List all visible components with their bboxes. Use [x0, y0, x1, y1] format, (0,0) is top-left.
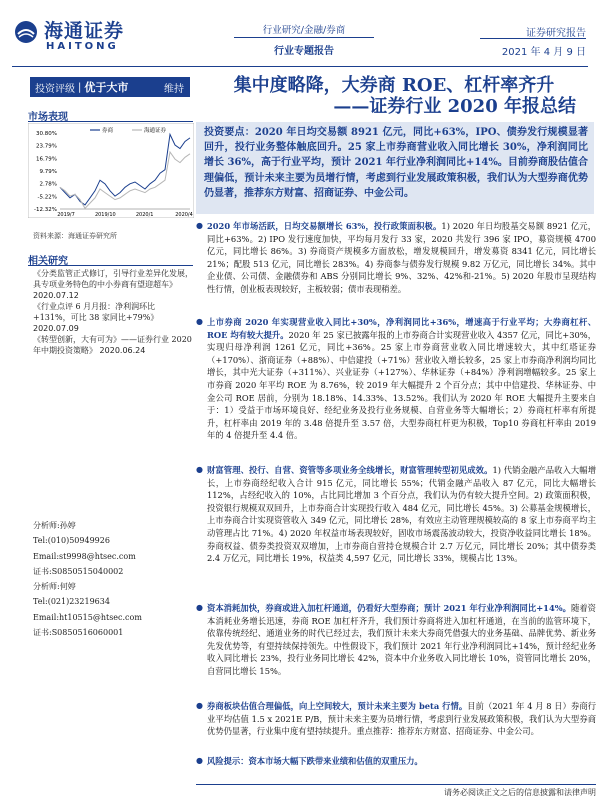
rating-status: 维持: [164, 83, 184, 95]
header-rule: [12, 66, 588, 67]
analyst-tel: Tel:(010)50949926: [33, 536, 110, 546]
related-research-heading: 相关研究: [28, 256, 68, 267]
rating-label: 投资评级: [35, 83, 75, 95]
bullet-icon: ●: [196, 756, 203, 765]
analyst-name: 分析师:孙婷: [33, 521, 76, 530]
y-tick-label: 2.78%: [39, 181, 57, 188]
haitong-logo-icon: [14, 20, 38, 44]
related-item[interactable]: [33, 268, 193, 301]
y-tick-label: -5.22%: [37, 194, 57, 201]
paragraph-text: 1) 代销金融产品收入大幅增长，上市券商经纪收入合计 915 亿元，同比增长 55%；代销金融产品收入 87 亿元，同比大幅增长 112%，占经纪收入的 10%，占比同比增加 3 个百分点，我们认为仍有较大提升空间。2) 政策面积极，投资银行规模双双回升，上市券商合计实现投行收入 484 亿元，同比增长 45%。3) 公募基金规模增长，上市券商合计实现资管收入 349 亿元，同比增长 28%，有效应主动管理规模较高的 8 家上市券商平均主动管理占比 71%。4) 2020 年权益市场表现较好，固收市场震荡波动较大，投资净收益同比增长 18%。券商权益、债券类投资双双增加，上市券商自营持仓规模合计 2.7 万亿元，同比增长 20%；其中债券类 2.4 万亿元，同比增长 19%，权益类 4,597 亿元，同比增长 33%，规模占比 13%。: [207, 465, 596, 564]
x-tick-label: 2019/7: [57, 212, 75, 218]
related-item[interactable]: [33, 301, 193, 334]
bullet-icon: ●: [196, 317, 203, 326]
investment-rating-box: [30, 77, 190, 97]
footer-rule: [196, 784, 596, 785]
header-divider: [480, 38, 586, 39]
report-subtitle: ——证券行业 2020 年报总结: [333, 96, 576, 117]
report-title: 集中度略降，大券商 ROE、杠杆率齐升: [233, 75, 555, 96]
paragraph-lead: 上市券商 2020 年实现营业收入同比+30%，净利润同比+36%，增速高于行业平均；大券商杠杆、ROE 均有较大提升。: [207, 317, 596, 340]
legend-label: 券商: [102, 128, 114, 134]
body-paragraph: [196, 316, 596, 442]
risk-warning: [196, 755, 596, 768]
related-item-date: 2020.06.24: [99, 346, 146, 355]
analyst-info: [33, 518, 193, 640]
related-item-date: 2020.07.09: [33, 324, 79, 333]
paragraph-text: 目前（2021 年 4 月 8 日）券商行业平均估值 1.5 x 2021E P/B，预计未来主要为员增行情，考虑到行业发展政策积极，我们认为大型券商优势仍显著，行业集中度有望持续提升。重点推荐：推荐东方财富、招商证券、中金公司。: [207, 701, 596, 737]
paragraph-lead: 资本消耗加快，券商或进入加杠杆通道，仍看好大型券商；预计 2021 年行业净利润同比+14%。: [207, 603, 571, 613]
x-tick-label: 2020/1: [135, 212, 154, 218]
report-header: [0, 0, 600, 70]
report-subtype: 行业专题报告: [274, 46, 334, 57]
sidebar-rule: [28, 265, 193, 266]
body-paragraph: [196, 700, 596, 738]
market-performance-heading: 市场表现: [28, 112, 68, 123]
header-divider: [234, 37, 374, 38]
body-paragraph: [196, 602, 596, 678]
bullet-icon: ●: [196, 465, 203, 474]
haitong-logo: [14, 14, 164, 56]
bullet-icon: ●: [196, 221, 203, 230]
paragraph-text: 2020 年 25 家已披露年报的上市券商合计实现营业收入 4357 亿元，同比+30%，实现归母净利润 1261 亿元，同比+36%。25 家上市券商营业收入同比增速较大，其中红塔证券（+170%）、浙商证券（+88%）、中信建投（+71%）营业收入增长较多，25 家上市券商净利润均同比增长，其中光大证券（+311%）、兴业证券（+127%）、华林证券（+84%）净利润增幅较多。25 家上市券商 2020 年平均 ROE 为 8.76%，较 2019 年大幅提升 2 个百分点；其中中信建投、华林证券、中金公司 ROE 居前，分别为 18.18%、14.33%、13.52%。我们认为 2020 年 ROE 大幅提升主要来自于：1）受益于市场环境良好、经纪业务及投行业务规模、自营业务等大幅增长；2）券商杠杆率有所提升，杠杆率由 2019 年的 3.48 倍提升至 3.57 倍，大型券商杠杆更为积极，Top10 券商杠杆率由 2019 年的 4 倍提升至 4.4 倍。: [207, 329, 596, 441]
x-tick-label: 2020/4: [175, 212, 193, 218]
legend-label: 海通证券: [144, 128, 167, 134]
logo-chinese: 海通证券: [44, 20, 125, 42]
y-tick-label: -12.32%: [34, 207, 57, 213]
y-tick-label: 30.80%: [36, 131, 57, 137]
chart-source: 资料来源：海通证券研究所: [33, 232, 117, 240]
x-tick-label: 2019/10: [94, 212, 116, 218]
related-item-title: 《分类监管正式修订，引导行业差异化发展，具专项业务特色的中小券商有望迎超车》: [33, 269, 193, 289]
paragraph-lead: 财富管理、投行、自营、资管等多项业务全线增长，财富管理转型初见成效。: [207, 465, 493, 475]
paragraph-text: 1) 2020 年日均股基交易额 8921 亿元，同比+63%。2) IPO 发行速度加快，平均每月发行 33 家，2020 共发行 396 家 IPO，募资规模 4700 亿元，同比增长 86%。3) 券商资产规模多方面放松，增发规模回升，增发募资 8341 亿元，同比增长 21%；配股 513 亿元，同比增长 283%。4) 券商参与债券发行规模 9.82 万亿元，同比增长 34%。其中企业债、公司债、金融债券和 ABS 分别同比增长 9%、32%、42%和-21%。5) 2020 年股市呈现结构性行情，创业板表现较好，主板较弱；债市表现稍差。: [207, 221, 596, 294]
analyst-cert: 证书:S0850516060001: [33, 628, 124, 638]
rating-separator: |: [78, 81, 82, 93]
analyst-name: 分析师:何婷: [33, 582, 76, 592]
paragraph-lead: 券商板块估值合理偏低，向上空间较大，预计未来主要为 beta 行情。: [207, 701, 468, 711]
related-research-list: [33, 268, 193, 356]
risk-lead: 风险提示：资本市场大幅下跌带来业绩和估值的双重压力。: [207, 756, 423, 766]
related-item[interactable]: [33, 334, 193, 356]
logo-english: HAITONG: [46, 41, 119, 52]
disclaimer-footer: 请务必阅读正文之后的信息披露和法律声明: [444, 788, 596, 797]
investment-summary: [196, 122, 594, 214]
related-item-title: 《转型创新，大有可为》——证券行业 2020 年中期投资策略》: [33, 335, 192, 355]
related-item-title: 《行业点评 6 月月报：净利润环比 +131%，可比 38 家同比+79%》: [33, 302, 159, 322]
analyst-email[interactable]: Email:st9998@htsec.com: [33, 551, 136, 561]
body-paragraph: [196, 220, 596, 296]
report-type: 证券研究报告: [526, 28, 586, 39]
analyst-cert: 证书:S0850515040002: [33, 566, 124, 576]
bullet-icon: ●: [196, 603, 203, 612]
market-performance-chart: [28, 123, 194, 218]
y-tick-label: 16.79%: [36, 156, 57, 163]
report-category: 行业研究/金融/券商: [262, 25, 346, 36]
analyst-tel: Tel:(021)23219634: [33, 597, 110, 607]
summary-text: 投资要点：2020 年日均交易额 8921 亿元，同比+63%，IPO、债券发行规模显著回升，投行业务整体触底回升。25 家上市券商营业收入同比增长 30%，净利润同比增长 36%，高于行业平均，预计 2021 年行业净利润同比+14%。目前券商股估值合理偏低，预计未来主要为员增行情，考虑到行业发展政策积极，我们认为大型券商优势仍显著，推荐东方财富、招商证券、中金公司。: [204, 127, 588, 199]
rating-value: 优于大市: [84, 81, 129, 94]
sidebar-rule: [28, 121, 193, 122]
related-item-date: 2020.07.12: [33, 291, 79, 300]
bullet-icon: ●: [196, 701, 203, 710]
paragraph-text: 随着资本消耗业务增长迅速，券商 ROE 加杠杆齐升，我们预计券商将进入加杠杆通道，在当前的监管环境下，依靠传统经纪、通道业务的时代已经过去，我们预计未来大券商凭借强大的业务基础、品牌优势、新业务先发优势等，有望持续保持领先。中性假设下，我们预计 2021 年行业净利润同比+14%，预计经纪业务收入同比增长 23%，投行业务同比增长 42%，资本中介业务收入同比增长 10%，资管同比增长 20%，自营同比增长 15%。: [207, 603, 596, 676]
report-date: 2021 年 4 月 9 日: [501, 47, 586, 58]
body-paragraph: [196, 464, 596, 565]
y-tick-label: 9.79%: [39, 169, 57, 175]
analyst-email[interactable]: Email:ht10515@htsec.com: [33, 612, 142, 622]
paragraph-lead: 2020 年市场活跃，日均交易额增长 63%，投行政策面积极。: [207, 221, 442, 231]
y-tick-label: 23.79%: [36, 143, 57, 150]
